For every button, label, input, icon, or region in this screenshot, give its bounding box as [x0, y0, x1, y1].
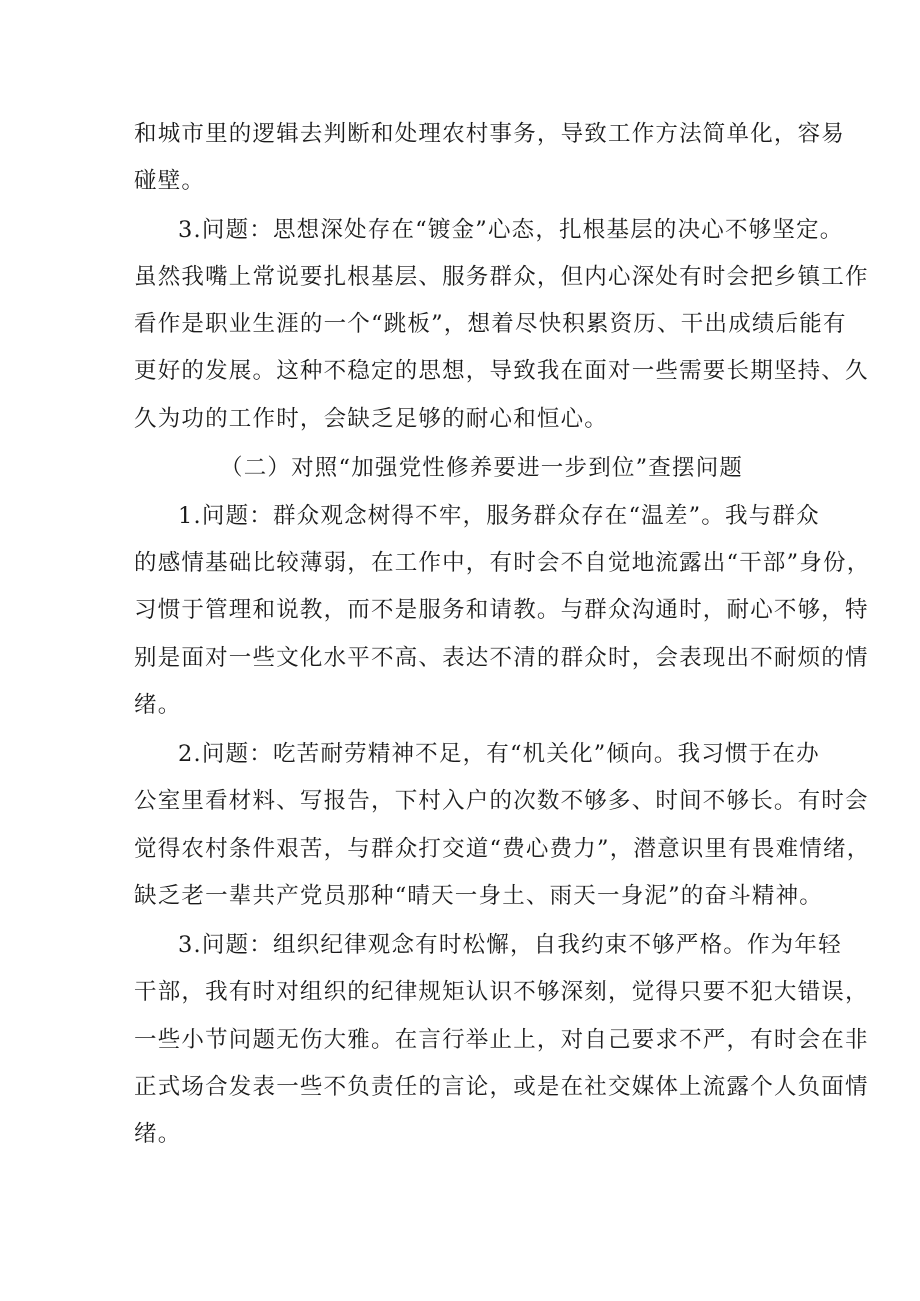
- text-line: 3.问题：组织纪律观念有时松懈，自我约束不够严格。作为年轻: [178, 932, 842, 958]
- text-line: 正式场合发表一些不负责任的言论，或是在社交媒体上流露个人负面情: [134, 1074, 869, 1100]
- text-line: 缺乏老一辈共产党员那种“晴天一身土、雨天一身泥”的奋斗精神。: [134, 883, 824, 909]
- text-line: 习惯于管理和说教，而不是服务和请教。与群众沟通时，耐心不够，特: [134, 597, 869, 623]
- text-line: 虽然我嘴上常说要扎根基层、服务群众，但内心深处有时会把乡镇工作: [134, 264, 869, 290]
- text-line: 久为功的工作时，会缺乏足够的耐心和恒心。: [134, 406, 609, 432]
- text-line: 觉得农村条件艰苦，与群众打交道“费心费力”，潜意识里有畏难情绪，: [134, 836, 871, 862]
- text-line: 绪。: [134, 692, 182, 718]
- text-line: 碰壁。: [134, 168, 206, 194]
- text-line: 一些小节问题无伤大雅。在言行举止上，对自己要求不严，有时会在非: [134, 1027, 869, 1053]
- text-line: 别是面对一些文化水平不高、表达不清的群众时，会表现出不耐烦的情: [134, 645, 869, 671]
- text-line: 2.问题：吃苦耐劳精神不足，有“机关化”倾向。我习惯于在办: [178, 741, 820, 767]
- text-line: 干部，我有时对组织的纪律规矩认识不够深刻，觉得只要不犯大错误，: [134, 979, 869, 1005]
- text-line: 和城市里的逻辑去判断和处理农村事务，导致工作方法简单化，容易: [134, 121, 846, 147]
- text-line: 3.问题：思想深处存在“镀金”心态，扎根基层的决心不够坚定。: [178, 217, 844, 243]
- text-line: 公室里看材料、写报告，下村入户的次数不够多、时间不够长。有时会: [134, 788, 869, 814]
- text-line: 看作是职业生涯的一个“跳板”，想着尽快积累资历、干出成绩后能有: [134, 311, 847, 337]
- section-heading: （二）对照“加强党性修养要进一步到位”查摆问题: [220, 455, 744, 481]
- text-line: 绪。: [134, 1121, 182, 1147]
- text-line: 更好的发展。这种不稳定的思想，导致我在面对一些需要长期坚持、久: [134, 358, 869, 384]
- text-line: 的感情基础比较薄弱，在工作中，有时会不自觉地流露出“干部”身份，: [134, 550, 871, 576]
- text-line: 1.问题：群众观念树得不牢，服务群众存在“温差”。我与群众: [178, 503, 820, 529]
